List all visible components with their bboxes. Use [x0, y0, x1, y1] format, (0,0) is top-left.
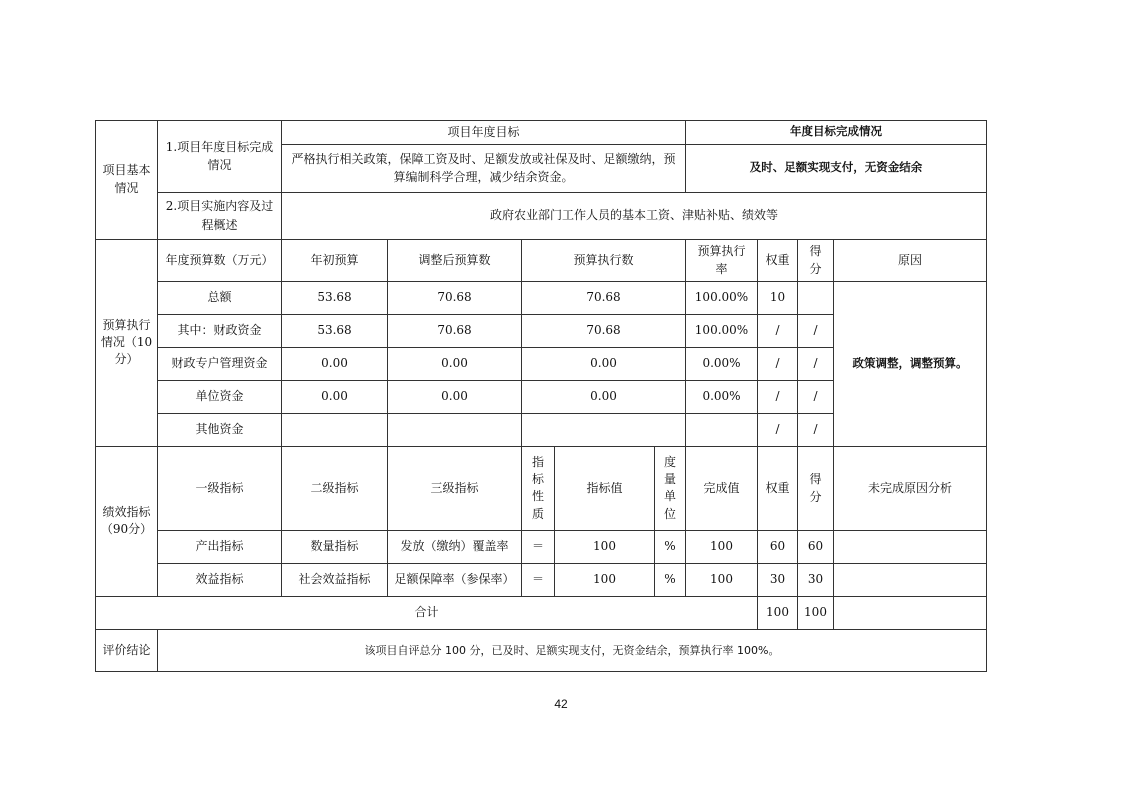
section-label-text: 评价结论: [102, 642, 151, 657]
budget-cell: [282, 413, 388, 446]
budget-row-label: 其中：财政资金: [158, 314, 282, 347]
budget-cell: /: [798, 314, 834, 347]
goal-completion-text: 及时、足额实现支付，无资金结余: [686, 144, 987, 192]
budget-execution-label: [96, 239, 158, 446]
perf-header: 权重: [758, 446, 798, 530]
perf-cell: [834, 530, 987, 563]
budget-row-label: 总额: [158, 281, 282, 314]
budget-cell: 0.00%: [686, 380, 758, 413]
budget-cell: /: [758, 413, 798, 446]
budget-cell: /: [798, 380, 834, 413]
budget-cell: 0.00: [522, 347, 686, 380]
section-label-text: 预算执行情况（10分）: [100, 317, 153, 367]
budget-header: 原因: [834, 239, 987, 281]
perf-cell: 30: [798, 563, 834, 596]
budget-cell: 0.00: [522, 380, 686, 413]
budget-reason: 政策调整，调整预算。: [834, 281, 987, 446]
conclusion-text: 该项目自评总分 100 分，已及时、足额实现支付，无资金结余，预算执行率 100%。: [158, 629, 987, 671]
budget-cell: [522, 413, 686, 446]
perf-cell: 数量指标: [282, 530, 388, 563]
perf-cell: 100: [555, 530, 655, 563]
perf-cell: ＝: [522, 530, 555, 563]
section-label-text: 绩效指标（90分）: [100, 504, 153, 537]
perf-cell: 发放（缴纳）覆盖率: [388, 530, 522, 563]
budget-cell: 0.00: [388, 347, 522, 380]
performance-evaluation-table: [95, 120, 987, 672]
budget-cell: /: [758, 347, 798, 380]
goal-completion-header: 年度目标完成情况: [686, 121, 987, 145]
budget-cell: /: [758, 380, 798, 413]
page-number: 42: [554, 697, 568, 711]
budget-header: 权重: [758, 239, 798, 281]
performance-indicators-label: [96, 446, 158, 596]
budget-cell: 100.00%: [686, 281, 758, 314]
budget-cell: 70.68: [388, 281, 522, 314]
implementation-text: 政府农业部门工作人员的基本工资、津贴补贴、绩效等: [282, 192, 987, 239]
perf-cell: 30: [758, 563, 798, 596]
budget-header: 年初预算: [282, 239, 388, 281]
budget-header: 预算执行率: [686, 239, 758, 281]
budget-row-label: 财政专户管理资金: [158, 347, 282, 380]
perf-header: 未完成原因分析: [834, 446, 987, 530]
perf-cell: %: [655, 563, 686, 596]
perf-cell: 100: [686, 530, 758, 563]
budget-cell: 0.00: [282, 380, 388, 413]
total-weight: 100: [758, 596, 798, 629]
budget-cell: 70.68: [522, 314, 686, 347]
budget-cell: /: [798, 413, 834, 446]
budget-cell: 70.68: [388, 314, 522, 347]
annual-goal-text: 严格执行相关政策，保障工资及时、足额发放或社保及时、足额缴纳，预算编制科学合理，减少结余资金。: [282, 144, 686, 192]
total-score: 100: [798, 596, 834, 629]
budget-header: 预算执行数: [522, 239, 686, 281]
budget-cell: 0.00: [388, 380, 522, 413]
budget-cell: 70.68: [522, 281, 686, 314]
perf-header: 得分: [798, 446, 834, 530]
budget-header: 年度预算数（万元）: [158, 239, 282, 281]
perf-cell: 足额保障率（参保率）: [388, 563, 522, 596]
perf-header: 完成值: [686, 446, 758, 530]
perf-cell: 产出指标: [158, 530, 282, 563]
perf-cell: [834, 563, 987, 596]
perf-header: 指标值: [555, 446, 655, 530]
budget-cell: /: [798, 347, 834, 380]
perf-header: 三级指标: [388, 446, 522, 530]
budget-row-label: 单位资金: [158, 380, 282, 413]
budget-cell: [686, 413, 758, 446]
goal-completion-label: 1.项目年度目标完成情况: [158, 121, 282, 193]
perf-cell: 100: [555, 563, 655, 596]
section-label-text: 项目基本情况: [102, 163, 151, 195]
budget-cell: 53.68: [282, 314, 388, 347]
budget-header: 调整后预算数: [388, 239, 522, 281]
perf-header: 指标性质: [522, 446, 555, 530]
budget-cell: [798, 281, 834, 314]
annual-goal-header: 项目年度目标: [282, 121, 686, 145]
total-empty: [834, 596, 987, 629]
perf-header: 一级指标: [158, 446, 282, 530]
budget-cell: [388, 413, 522, 446]
perf-cell: ＝: [522, 563, 555, 596]
budget-cell: 0.00%: [686, 347, 758, 380]
budget-header: 得分: [798, 239, 834, 281]
perf-header: 二级指标: [282, 446, 388, 530]
budget-cell: 10: [758, 281, 798, 314]
budget-cell: 53.68: [282, 281, 388, 314]
conclusion-label: [96, 629, 158, 671]
basic-info-label: [96, 121, 158, 240]
perf-cell: 60: [798, 530, 834, 563]
total-label: 合计: [96, 596, 758, 629]
perf-cell: 效益指标: [158, 563, 282, 596]
budget-cell: 0.00: [282, 347, 388, 380]
implementation-label: 2.项目实施内容及过程概述: [158, 192, 282, 239]
perf-header: 度量单位: [655, 446, 686, 530]
perf-cell: 100: [686, 563, 758, 596]
perf-cell: %: [655, 530, 686, 563]
budget-cell: 100.00%: [686, 314, 758, 347]
budget-row-label: 其他资金: [158, 413, 282, 446]
perf-cell: 社会效益指标: [282, 563, 388, 596]
budget-cell: /: [758, 314, 798, 347]
perf-cell: 60: [758, 530, 798, 563]
